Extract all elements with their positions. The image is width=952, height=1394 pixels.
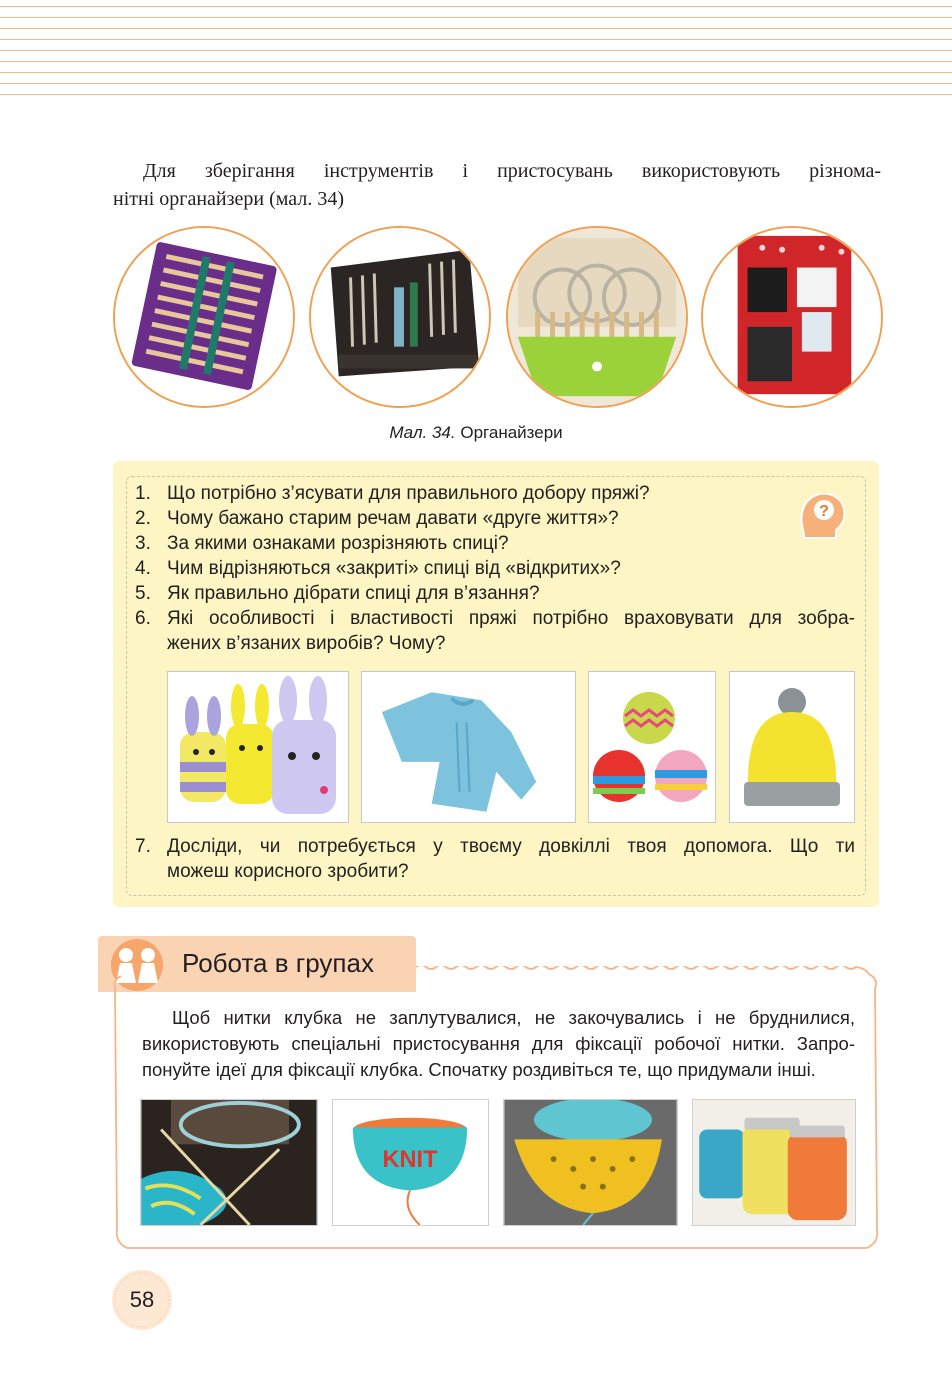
group-work-title: Робота в групах — [182, 948, 374, 978]
question-item — [135, 834, 855, 884]
question-text: Як правильно дібрати спиці для в’язання? — [167, 583, 540, 604]
question-text-line-1: Досліди, чи потребується у твоєму довкіллі твоя допомога. Що ти — [167, 836, 855, 857]
question-number: 6. — [135, 608, 151, 629]
question-number: 1. — [135, 483, 151, 504]
question-text: Чому бажано старим речам давати «друге життя»? — [167, 508, 619, 529]
head-question-icon — [796, 488, 848, 544]
question-text-line-2: можеш корисного зробити? — [167, 861, 409, 882]
organizer-photos — [113, 226, 885, 411]
knitted-balls-photo — [588, 671, 716, 823]
organizer-photo-black-roll — [309, 226, 491, 408]
svg-text:?: ? — [819, 503, 829, 520]
figure-caption-text: Органайзери — [460, 423, 563, 442]
question-item — [135, 581, 855, 606]
group-work-line-1: Щоб нитки клубка не заплутувалися, не закочувались і не бруднилися, — [172, 1007, 855, 1028]
organizer-photo-green-case — [506, 226, 688, 408]
question-number: 3. — [135, 533, 151, 554]
group-work-line-3: понуйте ідеї для фіксації клубка. Спочатку роздивіться те, що придумали інші. — [142, 1059, 816, 1080]
organizer-photo-red-box — [701, 226, 883, 408]
question-number: 7. — [135, 836, 151, 857]
question-text-line-2: жених в’язаних виробів? Чому? — [167, 633, 446, 654]
questions-list — [135, 481, 855, 656]
intro-line-1: Для зберігання інструментів і пристосувань використовують різнома- — [143, 160, 881, 182]
figure-caption — [0, 423, 952, 443]
page-number: 58 — [129, 1287, 155, 1312]
question-text: Чим відрізняються «закриті» спиці від «відкритих»? — [167, 558, 621, 579]
page-number-badge — [110, 1268, 174, 1332]
intro-paragraph — [113, 157, 881, 213]
question-item — [135, 531, 855, 556]
top-ruled-lines — [0, 0, 952, 100]
figure-caption-label: Мал. 34. — [389, 423, 456, 442]
organizer-photo-purple — [113, 226, 295, 408]
question-item — [135, 481, 855, 506]
yarn-knitting-photo — [140, 1099, 318, 1226]
question-text-line-1: Які особливості і властивості пряжі потрібно враховувати для зобра- — [167, 608, 855, 629]
question-text: Що потрібно з’ясувати для правильного добору пряжі? — [167, 483, 650, 504]
knit-bowl-photo — [332, 1099, 489, 1226]
question-item — [135, 506, 855, 531]
question-number: 2. — [135, 508, 151, 529]
question-number: 5. — [135, 583, 151, 604]
question-item — [135, 606, 855, 656]
intro-line-2: нітні органайзери (мал. 34) — [113, 188, 344, 210]
knitted-toys-photo — [167, 671, 349, 823]
question-item — [135, 556, 855, 581]
group-work-text — [142, 1005, 855, 1083]
bowl-knit-text: KNIT — [382, 1146, 438, 1173]
question-text: За якими ознаками розрізняють спиці? — [167, 533, 509, 554]
question-number: 4. — [135, 558, 151, 579]
group-work-line-2: використовують спеціальні пристосування для фіксації робочої нитки. Запро- — [142, 1033, 855, 1054]
knitted-sweater-photo — [361, 671, 576, 823]
knitted-hat-photo — [729, 671, 855, 823]
yarn-jars-photo — [692, 1099, 856, 1226]
yarn-colander-photo — [503, 1099, 678, 1226]
